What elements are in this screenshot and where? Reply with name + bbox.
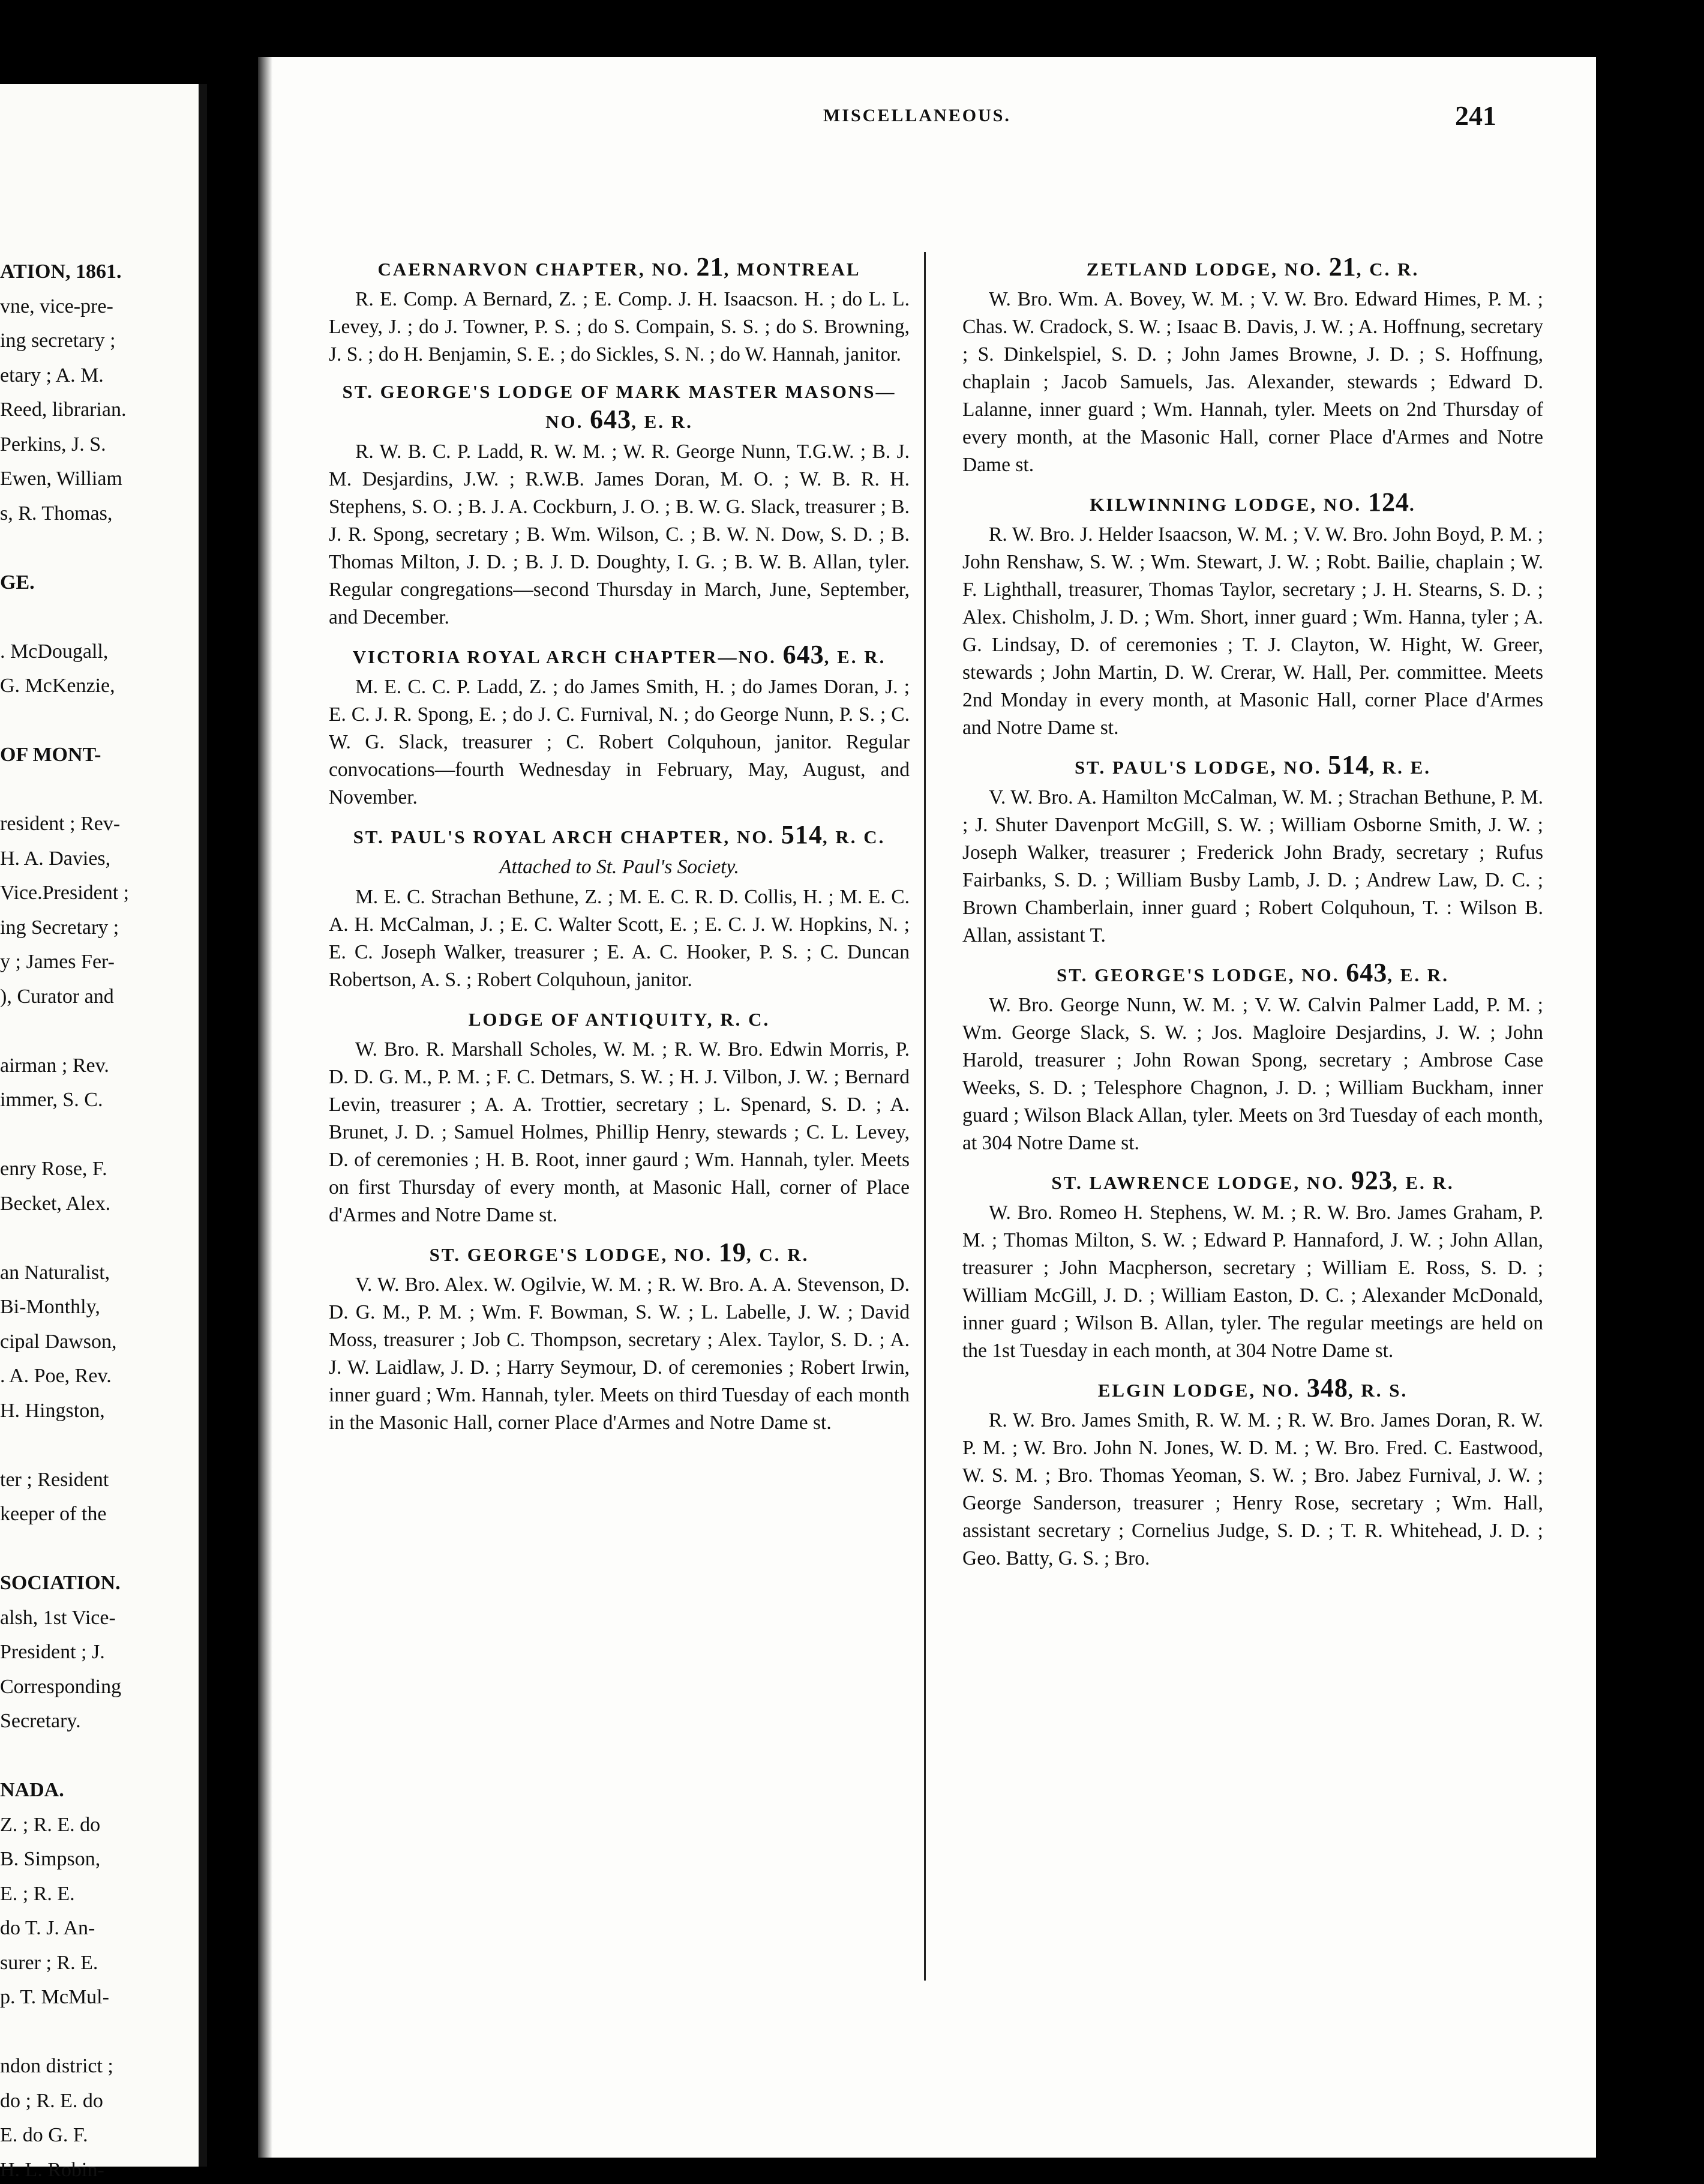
left-page-line: Vice.President ;	[0, 882, 130, 904]
left-page-line: enry Rose, F.	[0, 1158, 107, 1180]
lodge-entry	[962, 489, 1543, 742]
entry-title-suffix: , E. R.	[1387, 964, 1450, 985]
entry-title-text: CAERNARVON CHAPTER, NO.	[377, 259, 690, 280]
entry-number: 19	[718, 1238, 746, 1267]
left-page-line: etary ; A. M.	[0, 364, 104, 387]
left-page-line: do ; R. E. do	[0, 2089, 103, 2112]
lodge-entry	[962, 253, 1543, 479]
entry-number: 348	[1306, 1373, 1348, 1403]
entry-number: 643	[590, 405, 632, 434]
left-page-line: Perkins, J. S.	[0, 433, 106, 456]
entry-number: 514	[1328, 750, 1370, 780]
entry-title	[962, 1374, 1543, 1404]
left-page-line: Reed, librarian.	[0, 399, 127, 421]
left-page-line: . McDougall,	[0, 640, 109, 663]
lodge-entry	[962, 751, 1543, 949]
left-page-line: cipal Dawson,	[0, 1330, 117, 1353]
entry-body: M. E. C. Strachan Bethune, Z. ; M. E. C. R. D. Collis, H. ; M. E. C. A. H. McCalman, J. ; E. C. Walter Scott, E. ; E. C. J. W. Hopkins, N. ; E. C. Joseph Walker, treasurer ; E. A. C. Hooker, P. S. ; C. Duncan Robertson, A. S. ; Robert Colquhoun, janitor.	[329, 886, 910, 991]
left-page-line: Z. ; R. E. do	[0, 1813, 101, 1836]
left-page-line: airman ; Rev.	[0, 1054, 109, 1077]
column-rule	[924, 252, 926, 1981]
entry-title	[329, 1003, 910, 1033]
entry-title	[329, 1239, 910, 1269]
left-page-line: Secretary.	[0, 1710, 81, 1732]
left-page-line: resident ; Rev-	[0, 813, 121, 835]
left-page-line: H. Hingston,	[0, 1399, 105, 1422]
entry-title-suffix: , MONTREAL	[724, 259, 861, 280]
entry-title-text: KILWINNING LODGE, NO.	[1090, 494, 1362, 515]
entry-body: R. E. Comp. A Bernard, Z. ; E. Comp. J. H. Isaacson. H. ; do L. L. Levey, J. ; do J. Towner, P. S. ; do S. Compain, S. S. ; do S. Browning, J. S. ; do H. Benjamin, S. E. ; do Sickles, S. N. ; do W. Hannah, janitor.	[329, 288, 910, 366]
left-page-line: SOCIATION.	[0, 1572, 121, 1594]
entry-title-text: ST. LAWRENCE LODGE, NO.	[1051, 1172, 1345, 1193]
left-page-fragment	[0, 84, 207, 2181]
entry-number: 923	[1351, 1166, 1393, 1195]
entry-title	[962, 959, 1543, 989]
entry-title	[962, 253, 1543, 283]
lodge-entry	[962, 1167, 1543, 1365]
entry-body: R. W. B. C. P. Ladd, R. W. M. ; W. R. George Nunn, T.G.W. ; B. J. M. Desjardins, J.W. ; R.W.B. James Doran, M. O. ; W. B. R. H. Stephens, S. O. ; B. J. A. Cockburn, J. O. ; B. W. G. Slack, treasurer ; B. J. R. Spong, secretary ; B. Wm. Wilson, C. ; B. W. N. Dow, S. D. ; B. Thomas Milton, J. D. ; B. J. D. Doughty, I. G. ; B. W. B. Allan, tyler. Regular congregations—second Thursday in March, June, September, and December.	[329, 441, 910, 628]
lodge-entry	[962, 959, 1543, 1157]
entry-title-text: ST. GEORGE'S LODGE, NO.	[1056, 964, 1340, 985]
lodge-entry	[329, 253, 910, 369]
entry-note: Attached to St. Paul's Society.	[499, 856, 739, 878]
entry-number: 21	[1328, 252, 1357, 281]
entry-title	[329, 821, 910, 851]
entry-body: W. Bro. Romeo H. Stephens, W. M. ; R. W. Bro. James Graham, P. M. ; Thomas Milton, S. W. ; Edward P. Hannaford, J. W. ; John Allan, treasurer ; John Macpherson, secretary ; William E. Ross, S. D. ; William McGill, J. D. ; William Easton, D. C. ; Alexander McDonald, inner guard ; Wilson B. Allan, tyler. The regular meetings are held on the 1st Tuesday in each month, at 304 Notre Dame st.	[962, 1202, 1543, 1362]
lodge-entry	[329, 378, 910, 631]
left-page-line: Ewen, William	[0, 468, 122, 490]
lodge-entry	[962, 1374, 1543, 1572]
entry-title-suffix: , C. R.	[746, 1244, 809, 1265]
entry-title	[962, 1167, 1543, 1197]
left-page-line: y ; James Fer-	[0, 951, 115, 973]
lodge-entry	[329, 821, 910, 994]
entry-title-suffix: , E. R.	[824, 646, 886, 667]
left-page-line: H. A. Davies,	[0, 847, 111, 870]
gutter-shadow	[258, 57, 272, 2158]
entry-body: W. Bro. George Nunn, W. M. ; V. W. Calvin Palmer Ladd, P. M. ; Wm. George Slack, S. W. ; Jos. Magloire Desjardins, J. W. ; John Harold, treasurer ; John Rowan Spong, secretary ; Ambrose Case Weeks, S. D. ; Telesphore Chagnon, J. D. ; William Buckham, inner guard ; Wilson Black Allan, tyler. Meets on 3rd Tuesday of each month, at 304 Notre Dame st.	[962, 994, 1543, 1154]
left-page-line: vne, vice-pre-	[0, 295, 113, 317]
entry-title-suffix: , R. S.	[1348, 1380, 1408, 1401]
entry-body: W. Bro. Wm. A. Bovey, W. M. ; V. W. Bro. Edward Himes, P. M. ; Chas. W. Cradock, S. W. ; Isaac B. Davis, J. W. ; A. Hoffnung, secretary ; S. Dinkelspiel, S. D. ; John James Browne, J. D. ; S. Hoffnung, chaplain ; Jacob Samuels, Jas. Alexander, stewards ; Edward D. Lalanne, inner guard ; Wm. Hannah, tyler. Meets on 2nd Thursday of every month, at the Masonic Hall, corner Place d'Armes and Notre Dame st.	[962, 288, 1543, 476]
lodge-entry	[329, 1239, 910, 1437]
entry-body: R. W. Bro. J. Helder Isaacson, W. M. ; V. W. Bro. John Boyd, P. M. ; John Renshaw, S. W. ; Wm. Stewart, J. W. ; Robt. Bailie, chaplain ; W. F. Lighthall, treasurer, Thomas Taylor, secretary ; J. H. Stearns, S. D. ; Alex. Chisholm, J. D. ; Wm. Short, inner guard ; Wm. Hanna, tyler ; A. G. Lindsay, D. of ceremonies ; T. J. Clayton, W. Hight, W. Greer, stewards ; John Martin, D. W. Crerar, W. Hall, Per. committee. Meets 2nd Monday in every month, at Masonic Hall, corner Place d'Armes and Notre Dame st.	[962, 523, 1543, 739]
entry-number: 21	[696, 252, 724, 281]
entry-title-text: ST. GEORGE'S LODGE, NO.	[429, 1244, 713, 1265]
entry-body: V. W. Bro. Alex. W. Ogilvie, W. M. ; R. W. Bro. A. A. Stevenson, D. D. G. M., P. M. ; Wm. F. Bowman, S. W. ; L. Labelle, J. W. ; David Moss, treasurer ; Job C. Thompson, secretary ; Alex. Taylor, S. D. ; A. J. W. Laidlaw, J. D. ; Harry Seymour, D. of ceremonies ; Robert Irwin, inner guard ; Wm. Hannah, tyler. Meets on third Tuesday of each month in the Masonic Hall, corner Place d'Armes and Notre Dame st.	[329, 1274, 910, 1434]
left-page-line: ing Secretary ;	[0, 916, 119, 939]
left-page-line: Corresponding	[0, 1675, 122, 1698]
entry-title-text: VICTORIA ROYAL ARCH CHAPTER—NO.	[352, 646, 776, 667]
left-page-line: an Naturalist,	[0, 1261, 110, 1284]
running-head: MISCELLANEOUS.	[823, 106, 1011, 125]
entry-title-suffix: .	[1409, 494, 1416, 515]
entry-title-suffix: , R. C.	[822, 826, 886, 847]
entry-title-text: ZETLAND LODGE, NO.	[1086, 259, 1323, 280]
left-page-line: ndon district ;	[0, 2055, 113, 2077]
left-page-line: H. L. Robin-	[0, 2158, 104, 2181]
entry-title-text: ELGIN LODGE, NO.	[1097, 1380, 1301, 1401]
left-page-line: Bi-Monthly,	[0, 1296, 100, 1318]
left-page-line: E. ; R. E.	[0, 1882, 75, 1905]
entry-title-text: LODGE OF ANTIQUITY, R. C.	[468, 1009, 770, 1030]
left-page-line: p. T. McMul-	[0, 1986, 109, 2008]
left-page-line: GE.	[0, 571, 35, 594]
left-page-line: G. McKenzie,	[0, 675, 115, 697]
entry-body: R. W. Bro. James Smith, R. W. M. ; R. W. Bro. James Doran, R. W. P. M. ; W. Bro. John N. Jones, W. D. M. ; W. Bro. Fred. C. Eastwood, W. S. M. ; Bro. Thomas Yeoman, S. W. ; Bro. Jabez Furnival, J. W. ; George Sanderson, treasurer ; Henry Rose, secretary ; Wm. Hall, assistant secretary ; Cornelius Judge, S. D. ; T. R. Whitehead, J. D. ; Geo. Batty, G. S. ; Bro.	[962, 1409, 1543, 1569]
entry-title-suffix: , C. R.	[1356, 259, 1420, 280]
entry-body: M. E. C. C. P. Ladd, Z. ; do James Smith, H. ; do James Doran, J. ; E. C. J. R. Spong, E. ; do J. C. Furnival, N. ; do George Nunn, P. S. ; C. W. G. Slack, treasurer ; C. Robert Colquhoun, janitor. Regular convocations—fourth Wednesday in February, May, August, and November.	[329, 676, 910, 808]
entry-title-text: ST. PAUL'S LODGE, NO.	[1074, 757, 1322, 778]
entry-number: 643	[1346, 958, 1388, 987]
entry-title-text: ST. PAUL'S ROYAL ARCH CHAPTER, NO.	[353, 826, 775, 847]
left-page-line: President ; J.	[0, 1641, 105, 1663]
entry-body: V. W. Bro. A. Hamilton McCalman, W. M. ; Strachan Bethune, P. M. ; J. Shuter Davenport McGill, S. W. ; William Osborne Smith, J. W. ; Joseph Walker, treasurer ; Frederick John Brady, secretary ; Rufus Fairbanks, S. D. ; William Busby Lamb, J. D. ; Andrew Law, D. C. ; Brown Chamberlain, inner guard ; Robert Colquhoun, T. : Wilson B. Allan, assistant T.	[962, 786, 1543, 946]
left-page-line: ing secretary ;	[0, 329, 116, 352]
left-page-line: B. Simpson,	[0, 1848, 101, 1870]
right-column	[962, 253, 1543, 1582]
entry-number: 514	[781, 820, 823, 849]
entry-title-suffix: , R. E.	[1369, 757, 1432, 778]
left-page-line: surer ; R. E.	[0, 1951, 98, 1974]
entry-title	[962, 489, 1543, 519]
page-number: 241	[1455, 100, 1496, 131]
entry-title	[962, 751, 1543, 781]
left-page-line: keeper of the	[0, 1503, 107, 1525]
entry-body: W. Bro. R. Marshall Scholes, W. M. ; R. W. Bro. Edwin Morris, P. D. D. G. M., P. M. ; F. C. Detmars, S. W. ; H. J. Vilbon, J. W. ; Bernard Levin, treasurer ; A. A. Trottier, secretary ; L. Spenard, S. D. ; A. Brunet, J. D. ; Samuel Holmes, Phillip Henry, stewards ; C. L. Levey, D. of ceremonies ; H. B. Root, inner gaurd ; Wm. Hannah, tyler. Meets on first Thursday of every month, at Masonic Hall, corner of Place d'Armes and Notre Dame st.	[329, 1038, 910, 1226]
entry-title	[329, 253, 910, 283]
entry-title-text: ST. GEORGE'S LODGE OF MARK MASTER MASONS—NO.	[342, 381, 896, 432]
left-page-line: OF MONT-	[0, 744, 101, 766]
left-page-line: s, R. Thomas,	[0, 502, 113, 525]
left-page-line: immer, S. C.	[0, 1089, 103, 1111]
entry-title	[329, 378, 910, 436]
left-page-line: . A. Poe, Rev.	[0, 1365, 112, 1387]
entry-title-suffix: , E. R.	[631, 411, 693, 432]
left-page-line: alsh, 1st Vice-	[0, 1606, 116, 1629]
left-page-line: Becket, Alex.	[0, 1192, 111, 1215]
left-page-line: E. do G. F.	[0, 2124, 88, 2146]
entry-number: 643	[782, 640, 824, 669]
left-page-line: ter ; Resident	[0, 1468, 109, 1491]
book-spine	[199, 84, 207, 2167]
left-page-line: ), Curator and	[0, 985, 114, 1008]
left-page-line: do T. J. An-	[0, 1917, 95, 1939]
lodge-entry	[329, 641, 910, 811]
lodge-entry	[329, 1003, 910, 1229]
entry-title-suffix: , E. R.	[1392, 1172, 1454, 1193]
entry-number: 124	[1367, 487, 1409, 517]
entry-title	[329, 641, 910, 671]
left-column	[329, 253, 910, 1446]
left-page-line: ATION, 1861.	[0, 260, 122, 283]
left-page-line: NADA.	[0, 1779, 64, 1801]
